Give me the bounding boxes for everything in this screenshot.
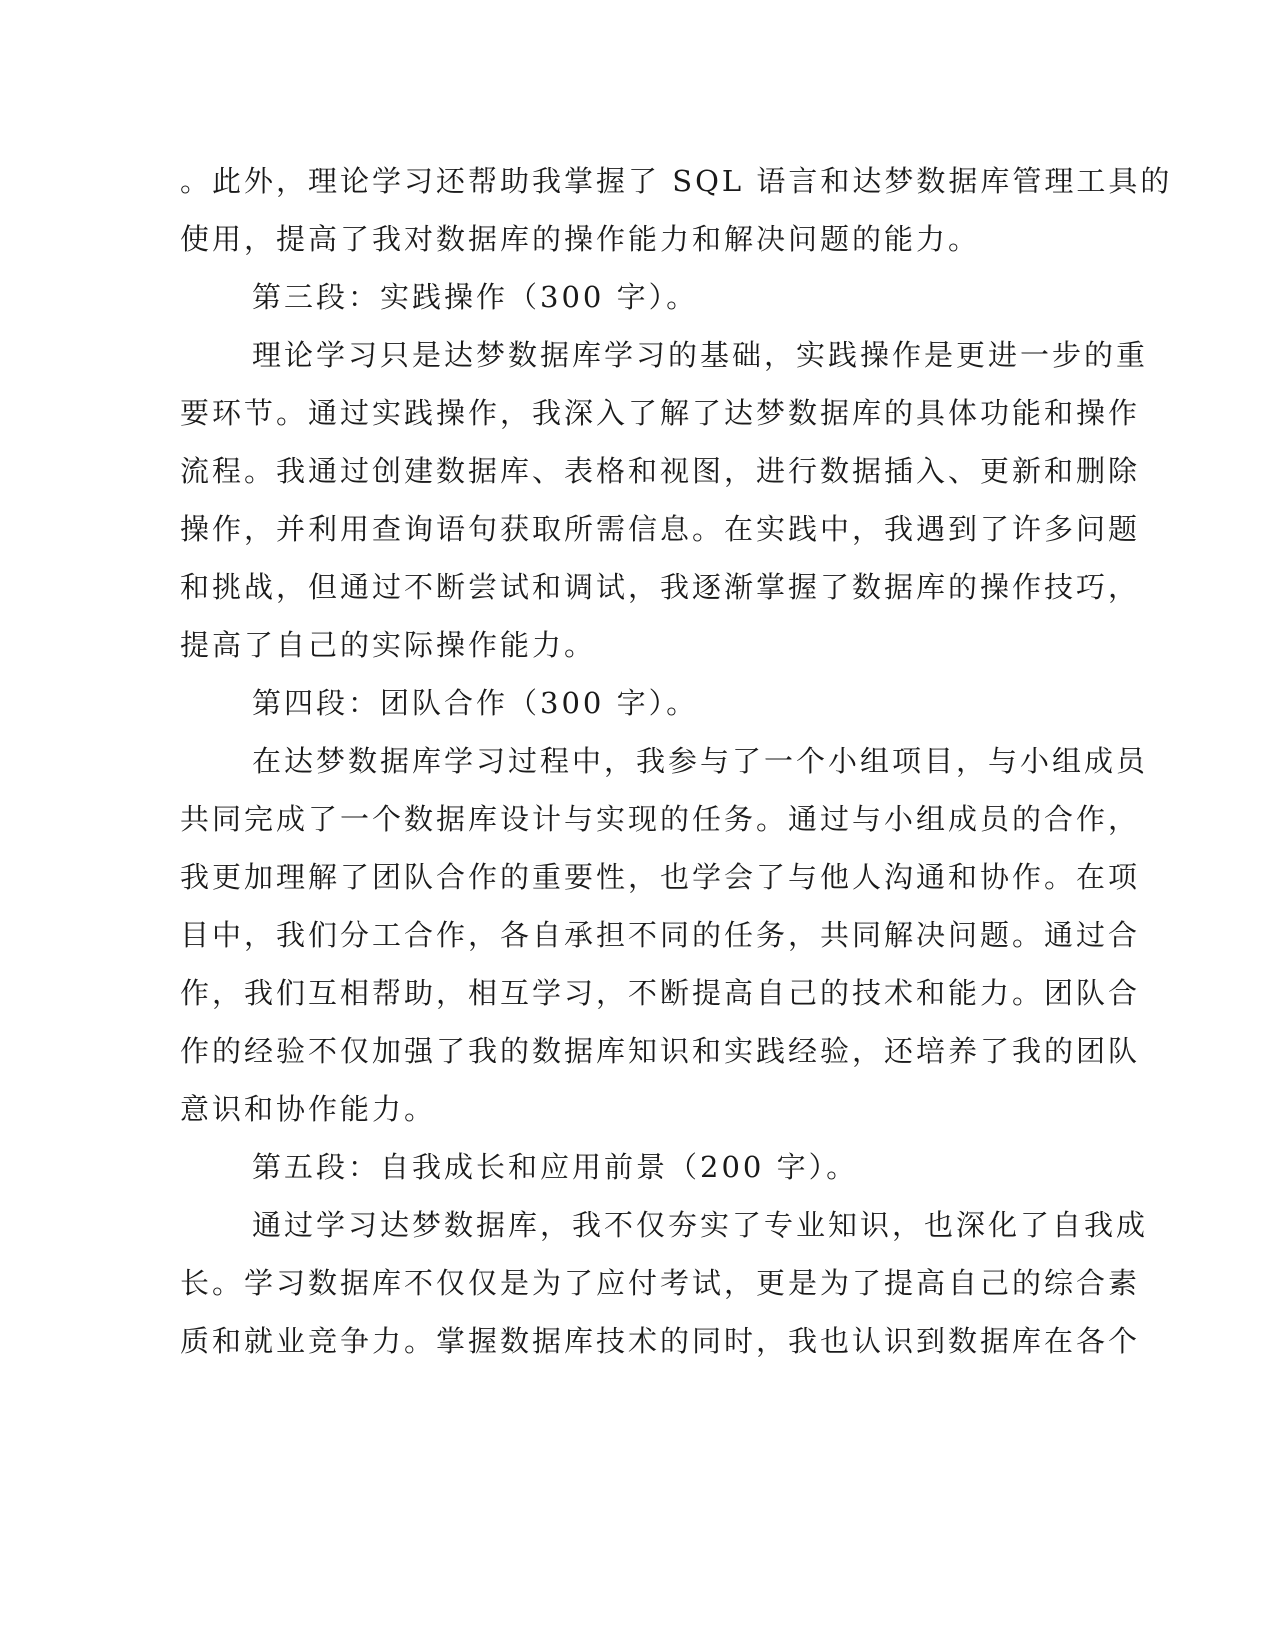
text-line: 提高了自己的实际操作能力。 xyxy=(180,628,597,662)
text-line: 要环节。通过实践操作，我深入了解了达梦数据库的具体功能和操作 xyxy=(180,396,1141,430)
section-heading-5: 第五段：自我成长和应用前景（200 字）。 xyxy=(252,1150,859,1184)
text-line: 流程。我通过创建数据库、表格和视图，进行数据插入、更新和删除 xyxy=(180,454,1141,488)
text-line: 目中，我们分工合作，各自承担不同的任务，共同解决问题。通过合 xyxy=(180,918,1141,952)
text-line: 作的经验不仅加强了我的数据库知识和实践经验，还培养了我的团队 xyxy=(180,1034,1141,1068)
text-line: 和挑战，但通过不断尝试和调试，我逐渐掌握了数据库的操作技巧， xyxy=(180,570,1141,604)
text-line: 共同完成了一个数据库设计与实现的任务。通过与小组成员的合作， xyxy=(180,802,1141,836)
section-heading-3: 第三段：实践操作（300 字）。 xyxy=(252,280,699,314)
text-line: 意识和协作能力。 xyxy=(180,1092,437,1126)
text-line: 使用，提高了我对数据库的操作能力和解决问题的能力。 xyxy=(180,222,981,256)
text-line: 长。学习数据库不仅仅是为了应付考试，更是为了提高自己的综合素 xyxy=(180,1266,1141,1300)
text-line: 作，我们互相帮助，相互学习，不断提高自己的技术和能力。团队合 xyxy=(180,976,1141,1010)
text-line: 我更加理解了团队合作的重要性，也学会了与他人沟通和协作。在项 xyxy=(180,860,1141,894)
text-line: 理论学习只是达梦数据库学习的基础，实践操作是更进一步的重 xyxy=(252,338,1149,372)
text-line: 在达梦数据库学习过程中，我参与了一个小组项目，与小组成员 xyxy=(252,744,1149,778)
text-line: 操作，并利用查询语句获取所需信息。在实践中，我遇到了许多问题 xyxy=(180,512,1141,546)
section-heading-4: 第四段：团队合作（300 字）。 xyxy=(252,686,699,720)
text-line: 。此外，理论学习还帮助我掌握了 SQL 语言和达梦数据库管理工具的 xyxy=(180,164,1173,198)
text-line: 通过学习达梦数据库，我不仅夯实了专业知识，也深化了自我成 xyxy=(252,1208,1149,1242)
text-line: 质和就业竞争力。掌握数据库技术的同时，我也认识到数据库在各个 xyxy=(180,1324,1141,1358)
